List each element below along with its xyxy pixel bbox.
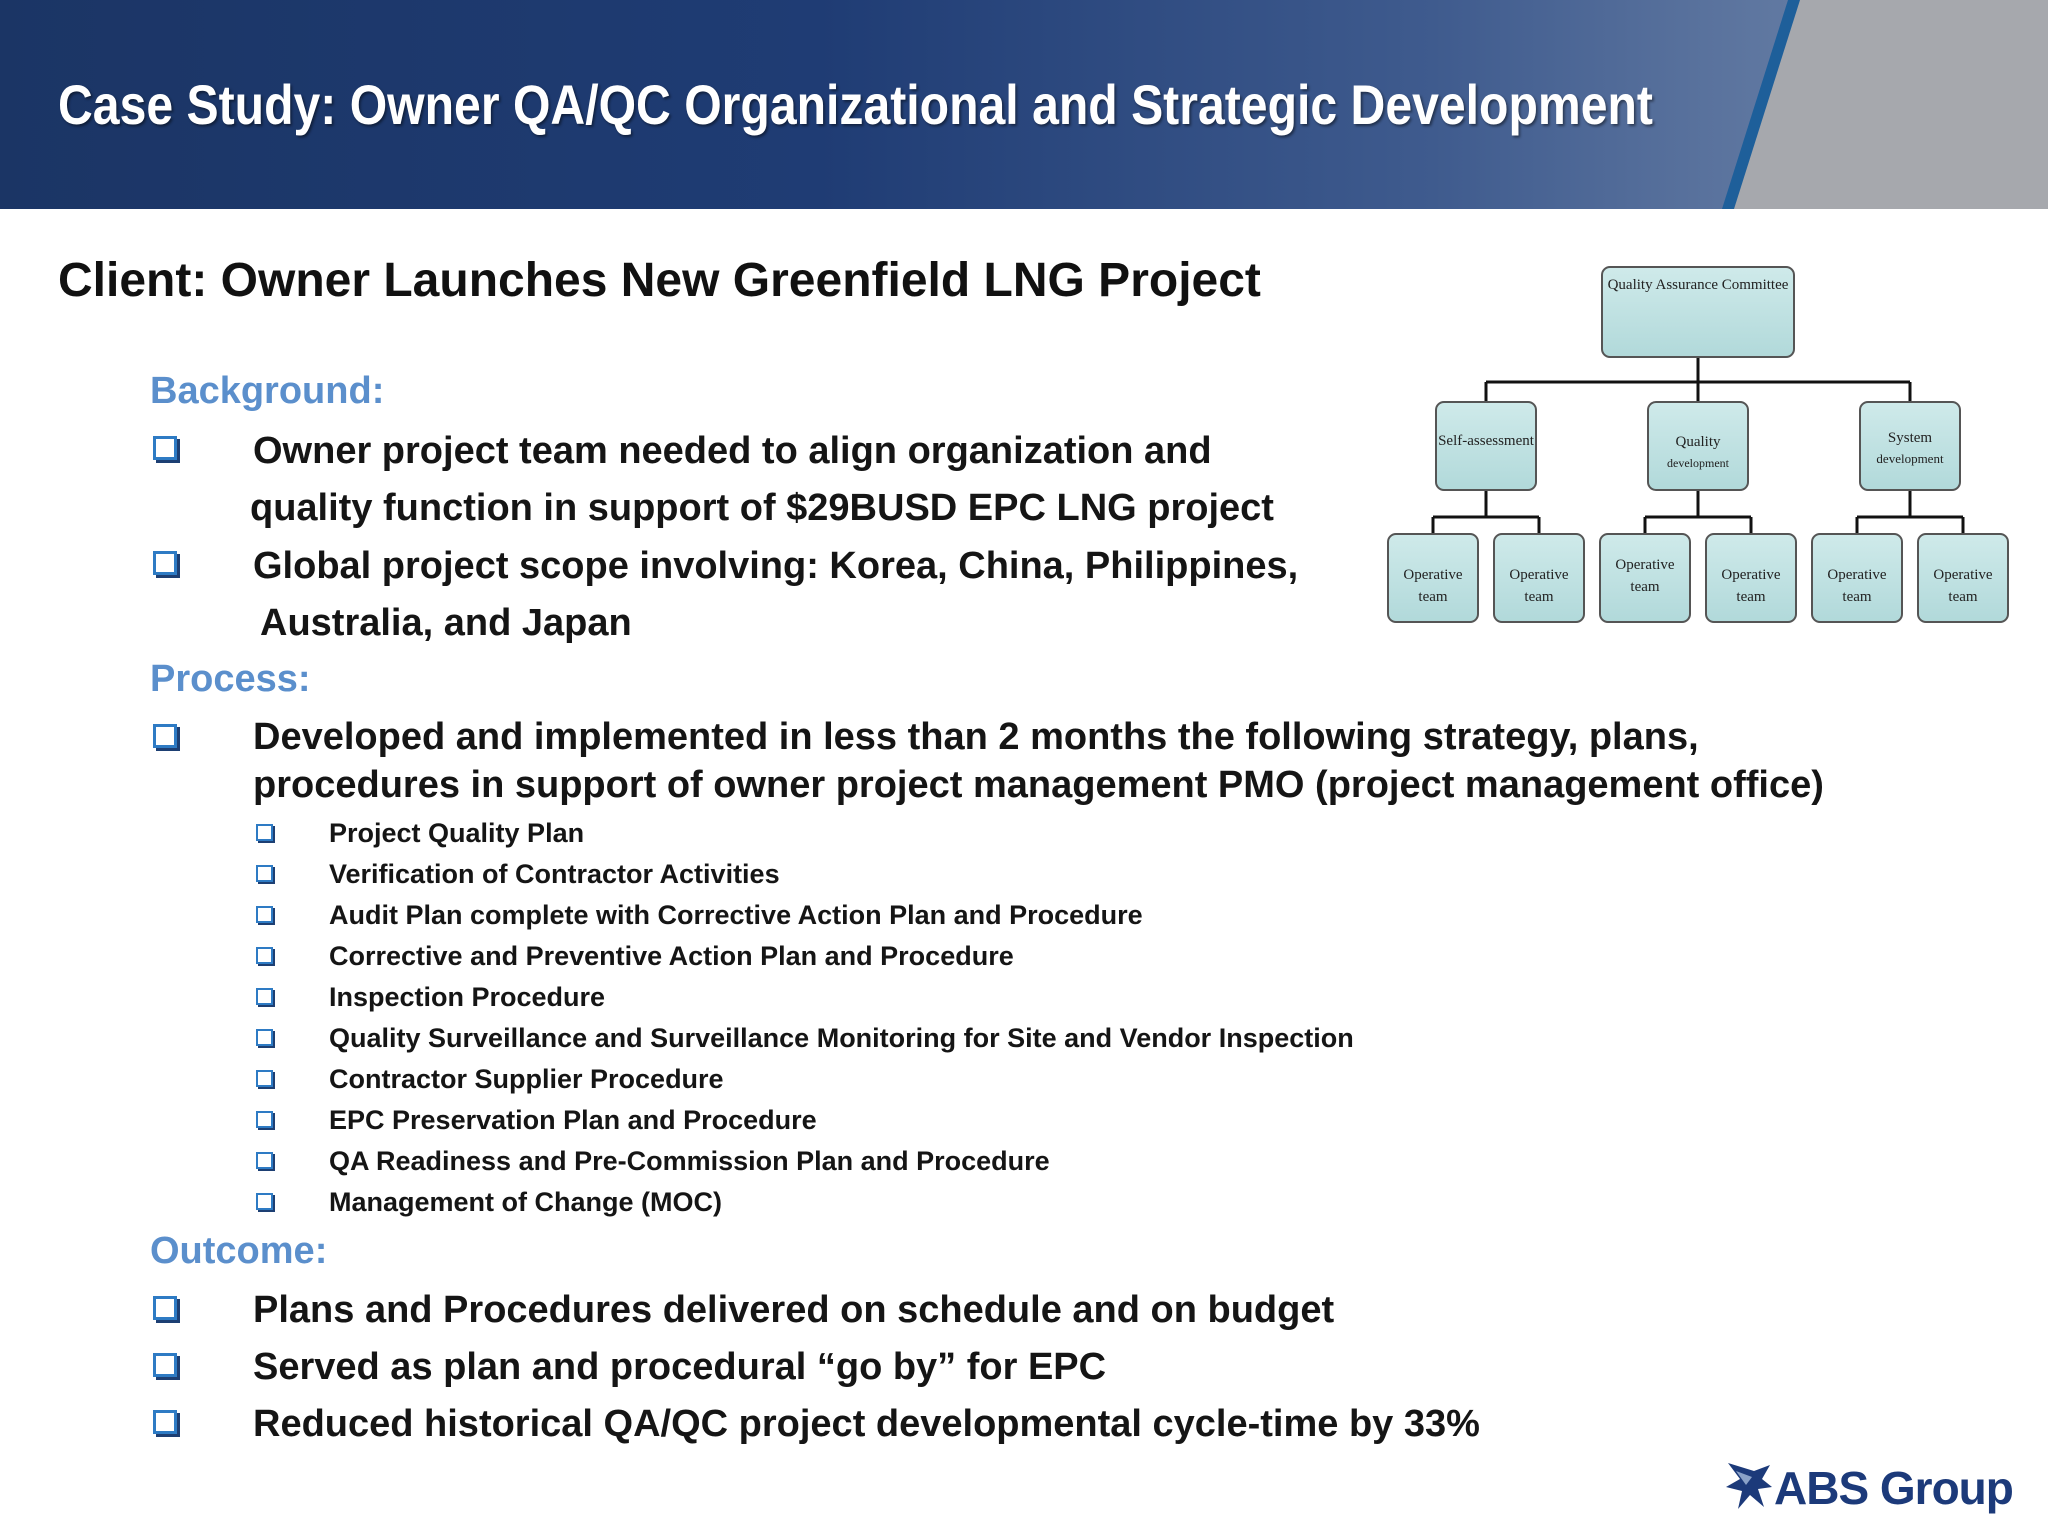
org-leaf-label-line2: team bbox=[1630, 579, 1660, 595]
org-leaf-label-line2: team bbox=[1948, 589, 1978, 605]
org-node-label: System bbox=[1887, 430, 1933, 446]
org-node-label: Self-assessment bbox=[1438, 433, 1534, 449]
checkbox-icon bbox=[256, 1111, 273, 1128]
org-leaf-operative-team bbox=[1600, 534, 1690, 622]
process-subitem: Corrective and Preventive Action Plan and Procedure bbox=[329, 941, 1014, 971]
outcome-item: Served as plan and procedural “go by” for EPC bbox=[253, 1346, 1107, 1388]
checkbox-icon bbox=[256, 1152, 273, 1169]
checkbox-icon bbox=[153, 1410, 177, 1434]
process-subitem: Verification of Contractor Activities bbox=[329, 859, 780, 889]
background-item-2-line1: Global project scope involving: Korea, China, Philippines, bbox=[253, 545, 1299, 587]
org-node-label: Quality bbox=[1675, 434, 1721, 450]
org-leaf-label: Operative bbox=[1403, 567, 1463, 583]
org-leaf-operative-team bbox=[1494, 534, 1584, 622]
process-subitem: EPC Preservation Plan and Procedure bbox=[329, 1105, 817, 1135]
checkbox-icon bbox=[153, 1353, 177, 1377]
checkbox-icon bbox=[256, 865, 273, 882]
org-node-quality-development bbox=[1648, 402, 1748, 490]
background-heading: Background: bbox=[150, 370, 385, 412]
logo-text: ABS Group bbox=[1774, 1462, 2013, 1514]
checkbox-icon bbox=[256, 906, 273, 923]
org-leaf-operative-team bbox=[1706, 534, 1796, 622]
org-leaf-operative-team bbox=[1918, 534, 2008, 622]
process-subitem: Contractor Supplier Procedure bbox=[329, 1064, 724, 1094]
process-subitem: Inspection Procedure bbox=[329, 982, 606, 1012]
process-subitem: Audit Plan complete with Corrective Action Plan and Procedure bbox=[329, 900, 1143, 930]
org-node-label-line2: development bbox=[1876, 451, 1944, 466]
org-node-self-assessment bbox=[1436, 402, 1536, 490]
process-subitem: QA Readiness and Pre-Commission Plan and Procedure bbox=[329, 1146, 1050, 1176]
process-subitem: Management of Change (MOC) bbox=[329, 1187, 723, 1217]
background-item-2-line2: Australia, and Japan bbox=[260, 602, 632, 644]
org-chart bbox=[1380, 262, 2020, 632]
org-leaf-label: Operative bbox=[1615, 557, 1675, 573]
outcome-heading: Outcome: bbox=[150, 1230, 328, 1272]
eagle-icon bbox=[1724, 1457, 1776, 1517]
org-leaf-label-line2: team bbox=[1842, 589, 1872, 605]
checkbox-icon bbox=[256, 947, 273, 964]
org-leaf-label-line2: team bbox=[1736, 589, 1766, 605]
outcome-item: Plans and Procedures delivered on schedule and on budget bbox=[253, 1289, 1335, 1331]
org-leaf-label: Operative bbox=[1509, 567, 1569, 583]
process-heading: Process: bbox=[150, 658, 311, 700]
abs-group-logo bbox=[1724, 1457, 2024, 1519]
checkbox-icon bbox=[153, 724, 177, 748]
org-leaf-label: Operative bbox=[1827, 567, 1887, 583]
org-leaf-operative-team bbox=[1812, 534, 1902, 622]
process-item-line2: procedures in support of owner project management PMO (project management office) bbox=[253, 764, 1824, 806]
checkbox-icon bbox=[256, 1070, 273, 1087]
org-leaf-label: Operative bbox=[1721, 567, 1781, 583]
checkbox-icon bbox=[256, 824, 273, 841]
checkbox-icon bbox=[256, 1193, 273, 1210]
background-item-1-line2: quality function in support of $29BUSD EPC LNG project bbox=[250, 487, 1274, 529]
process-item-line1: Developed and implemented in less than 2 months the following strategy, plans, bbox=[253, 716, 1699, 758]
org-node-system-development bbox=[1860, 402, 1960, 490]
org-leaf-label-line2: team bbox=[1418, 589, 1448, 605]
client-subtitle: Client: Owner Launches New Greenfield LNG Project bbox=[58, 254, 1261, 307]
outcome-item: Reduced historical QA/QC project developmental cycle-time by 33% bbox=[253, 1403, 1480, 1445]
checkbox-icon bbox=[153, 551, 177, 575]
slide-title: Case Study: Owner QA/QC Organizational and Strategic Development bbox=[58, 73, 1653, 136]
org-leaf-label: Operative bbox=[1933, 567, 1993, 583]
org-node-root bbox=[1602, 267, 1794, 357]
checkbox-icon bbox=[256, 1029, 273, 1046]
checkbox-icon bbox=[153, 1296, 177, 1320]
checkbox-icon bbox=[153, 436, 177, 460]
process-subitem: Project Quality Plan bbox=[329, 818, 585, 848]
org-leaf-operative-team bbox=[1388, 534, 1478, 622]
checkbox-icon bbox=[256, 988, 273, 1005]
org-node-root-label: Quality Assurance Committee bbox=[1607, 277, 1789, 293]
org-leaf-label-line2: team bbox=[1524, 589, 1554, 605]
background-item-1-line1: Owner project team needed to align organization and bbox=[253, 430, 1212, 472]
process-subitem: Quality Surveillance and Surveillance Monitoring for Site and Vendor Inspection bbox=[329, 1023, 1354, 1053]
org-node-label-line2: development bbox=[1667, 456, 1729, 470]
